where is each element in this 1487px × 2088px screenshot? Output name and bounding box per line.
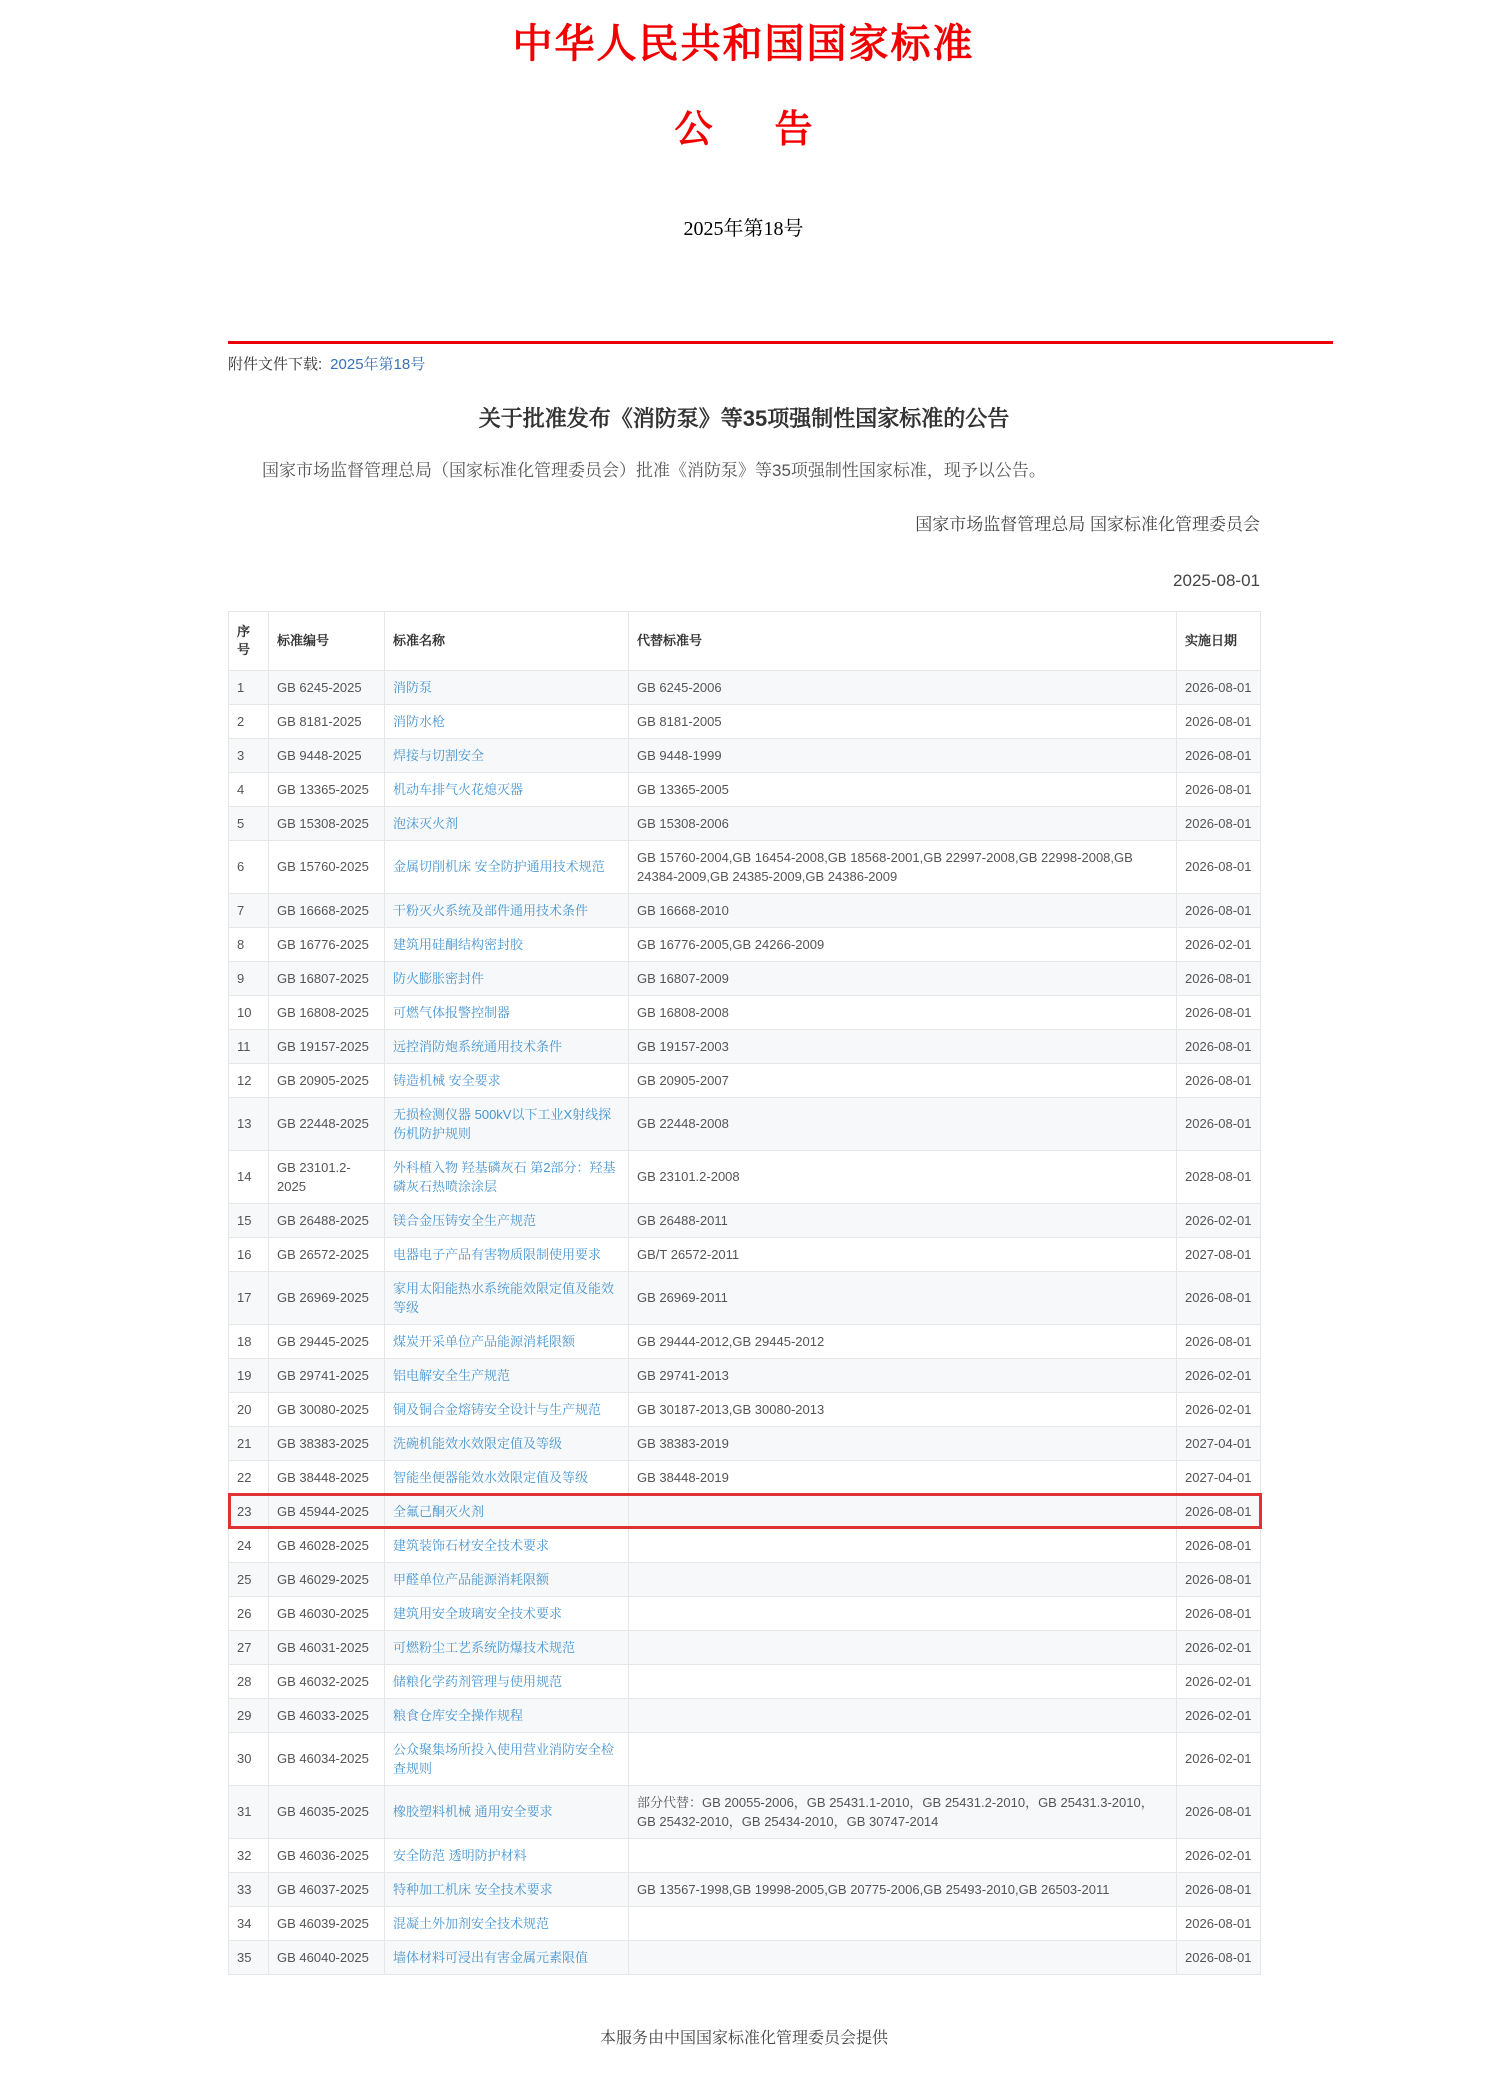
- table-row: [229, 1150, 1261, 1203]
- standard-name-link[interactable]: 混凝土外加剂安全技术规范: [393, 1915, 550, 1931]
- standard-name-cell: [385, 1097, 629, 1150]
- column-header: 标准编号: [269, 611, 385, 670]
- table-row: [229, 1392, 1261, 1426]
- row-index-cell: 13: [229, 1097, 269, 1150]
- implementation-date-cell: 2026-08-01: [1177, 1785, 1261, 1838]
- standard-number-cell: GB 26572-2025: [269, 1237, 385, 1271]
- implementation-date-cell: 2026-02-01: [1177, 1203, 1261, 1237]
- standard-name-link[interactable]: 安全防范 透明防护材料: [393, 1847, 527, 1863]
- table-row: [229, 1872, 1261, 1906]
- row-index-cell: 29: [229, 1698, 269, 1732]
- standard-name-cell: [385, 1392, 629, 1426]
- implementation-date-cell: 2026-08-01: [1177, 1097, 1261, 1150]
- table-row: [229, 1237, 1261, 1271]
- table-row: [229, 1838, 1261, 1872]
- table-row: [229, 738, 1261, 772]
- standard-number-cell: GB 26969-2025: [269, 1271, 385, 1324]
- table-row: [229, 1358, 1261, 1392]
- standard-name-link[interactable]: 外科植入物 羟基磷灰石 第2部分：羟基磷灰石热喷涂涂层: [393, 1159, 616, 1194]
- replaced-standard-cell: GB 20905-2007: [629, 1063, 1177, 1097]
- replaced-standard-cell: GB 15308-2006: [629, 806, 1177, 840]
- replaced-standard-cell: [629, 1940, 1177, 1974]
- standard-name-cell: [385, 1838, 629, 1872]
- replaced-standard-cell: GB 26969-2011: [629, 1271, 1177, 1324]
- standard-number-cell: GB 45944-2025: [269, 1494, 385, 1528]
- replaced-standard-cell: GB 9448-1999: [629, 738, 1177, 772]
- standard-name-cell: [385, 670, 629, 704]
- implementation-date-cell: 2026-08-01: [1177, 1494, 1261, 1528]
- footer-text: 本服务由中国国家标准化管理委员会提供: [599, 2029, 888, 2047]
- standard-name-cell: [385, 1596, 629, 1630]
- implementation-date-cell: 2026-08-01: [1177, 1063, 1261, 1097]
- row-index-cell: 24: [229, 1528, 269, 1562]
- implementation-date-cell: 2026-02-01: [1177, 1664, 1261, 1698]
- standard-name-link[interactable]: 橡胶塑料机械 通用安全要求: [393, 1804, 553, 1820]
- row-index-cell: 7: [229, 893, 269, 927]
- row-index-cell: 16: [229, 1237, 269, 1271]
- page-subtitle: 公 告: [674, 109, 825, 151]
- replaced-standard-cell: GB 16668-2010: [629, 893, 1177, 927]
- replaced-standard-cell: GB 30187-2013,GB 30080-2013: [629, 1392, 1177, 1426]
- standard-number-cell: GB 20905-2025: [269, 1063, 385, 1097]
- standard-number-cell: GB 9448-2025: [269, 738, 385, 772]
- announcement-body: 国家市场监督管理总局（国家标准化管理委员会）批准《消防泵》等35项强制性国家标准，现予以公告。: [262, 460, 1046, 480]
- standard-number-cell: GB 46036-2025: [269, 1838, 385, 1872]
- standard-number-cell: GB 16808-2025: [269, 995, 385, 1029]
- table-row: [229, 1460, 1261, 1494]
- standard-number-cell: GB 38448-2025: [269, 1460, 385, 1494]
- replaced-standard-cell: GB 13567-1998,GB 19998-2005,GB 20775-2006,GB 25493-2010,GB 26503-2011: [629, 1872, 1177, 1906]
- table-row: [229, 704, 1261, 738]
- replaced-standard-cell: GB 23101.2-2008: [629, 1150, 1177, 1203]
- implementation-date-cell: 2026-08-01: [1177, 1324, 1261, 1358]
- standard-name-cell: [385, 1494, 629, 1528]
- table-row: [229, 1732, 1261, 1785]
- replaced-standard-cell: GB 16776-2005,GB 24266-2009: [629, 927, 1177, 961]
- standard-number-cell: GB 15760-2025: [269, 840, 385, 893]
- standard-name-link[interactable]: 无损检测仪器 500kV以下工业X射线探伤机防护规则: [393, 1106, 612, 1141]
- replaced-standard-cell: [629, 1838, 1177, 1872]
- standard-name-cell: [385, 1732, 629, 1785]
- implementation-date-cell: 2026-08-01: [1177, 1271, 1261, 1324]
- implementation-date-cell: 2028-08-01: [1177, 1150, 1261, 1203]
- row-index-cell: 4: [229, 772, 269, 806]
- row-index-cell: 6: [229, 840, 269, 893]
- standard-name-link[interactable]: 可燃粉尘工艺系统防爆技术规范: [393, 1639, 576, 1655]
- replaced-standard-cell: [629, 1906, 1177, 1940]
- standard-number-cell: GB 15308-2025: [269, 806, 385, 840]
- replaced-standard-cell: GB 16808-2008: [629, 995, 1177, 1029]
- standard-name-link[interactable]: 焊接与切割安全: [393, 747, 485, 763]
- implementation-date-cell: 2026-02-01: [1177, 1358, 1261, 1392]
- replaced-standard-cell: [629, 1528, 1177, 1562]
- implementation-date-cell: 2026-02-01: [1177, 1732, 1261, 1785]
- standard-name-link[interactable]: 防火膨胀密封件: [393, 970, 485, 986]
- table-row: [229, 1271, 1261, 1324]
- table-row: [229, 961, 1261, 995]
- announcement-date: 2025-08-01: [1173, 570, 1260, 590]
- standard-name-cell: [385, 1271, 629, 1324]
- standard-name-cell: [385, 1698, 629, 1732]
- standard-number-cell: GB 46034-2025: [269, 1732, 385, 1785]
- replaced-standard-cell: [629, 1664, 1177, 1698]
- standard-name-link[interactable]: 全氟己酮灭火剂: [393, 1503, 485, 1519]
- implementation-date-cell: 2026-08-01: [1177, 806, 1261, 840]
- replaced-standard-cell: GB 38448-2019: [629, 1460, 1177, 1494]
- standard-name-link[interactable]: 建筑装饰石材安全技术要求: [393, 1537, 550, 1553]
- row-index-cell: 19: [229, 1358, 269, 1392]
- standard-number-cell: GB 29445-2025: [269, 1324, 385, 1358]
- implementation-date-cell: 2027-08-01: [1177, 1237, 1261, 1271]
- replaced-standard-cell: [629, 1494, 1177, 1528]
- row-index-cell: 34: [229, 1906, 269, 1940]
- attachment-label: 附件文件下载:: [228, 355, 323, 373]
- implementation-date-cell: 2026-08-01: [1177, 772, 1261, 806]
- implementation-date-cell: 2026-08-01: [1177, 1528, 1261, 1562]
- table-row: [229, 1906, 1261, 1940]
- implementation-date-cell: 2026-08-01: [1177, 704, 1261, 738]
- standard-name-link[interactable]: 甲醛单位产品能源消耗限额: [393, 1571, 550, 1587]
- table-row: [229, 893, 1261, 927]
- row-index-cell: 10: [229, 995, 269, 1029]
- standard-name-link[interactable]: 铝电解安全生产规范: [393, 1367, 511, 1383]
- implementation-date-cell: 2026-08-01: [1177, 893, 1261, 927]
- standard-name-link[interactable]: 消防水枪: [393, 713, 446, 729]
- implementation-date-cell: 2026-02-01: [1177, 1392, 1261, 1426]
- row-index-cell: 27: [229, 1630, 269, 1664]
- row-index-cell: 3: [229, 738, 269, 772]
- table-row: [229, 1097, 1261, 1150]
- standards-table: [228, 611, 1261, 1975]
- row-index-cell: 8: [229, 927, 269, 961]
- standard-number-cell: GB 16776-2025: [269, 927, 385, 961]
- replaced-standard-cell: [629, 1732, 1177, 1785]
- standard-name-link[interactable]: 特种加工机床 安全技术要求: [393, 1881, 553, 1897]
- column-header: 代替标准号: [629, 611, 1177, 670]
- standard-name-cell: [385, 1029, 629, 1063]
- implementation-date-cell: 2026-02-01: [1177, 1698, 1261, 1732]
- standard-name-cell: [385, 927, 629, 961]
- implementation-date-cell: 2026-08-01: [1177, 840, 1261, 893]
- table-row: [229, 1562, 1261, 1596]
- standard-name-link[interactable]: 储粮化学药剂管理与使用规范: [393, 1673, 563, 1689]
- attachment-link[interactable]: 2025年第18号: [330, 355, 426, 373]
- row-index-cell: 17: [229, 1271, 269, 1324]
- standard-number-cell: GB 16807-2025: [269, 961, 385, 995]
- standard-name-cell: [385, 1940, 629, 1974]
- standard-name-cell: [385, 704, 629, 738]
- implementation-date-cell: 2026-08-01: [1177, 961, 1261, 995]
- implementation-date-cell: 2026-02-01: [1177, 1838, 1261, 1872]
- table-row: [229, 1698, 1261, 1732]
- implementation-date-cell: 2026-08-01: [1177, 1029, 1261, 1063]
- standard-name-link[interactable]: 家用太阳能热水系统能效限定值及能效等级: [393, 1280, 615, 1315]
- implementation-date-cell: 2026-08-01: [1177, 670, 1261, 704]
- replaced-standard-cell: [629, 1596, 1177, 1630]
- standard-name-link[interactable]: 可燃气体报警控制器: [393, 1004, 511, 1020]
- table-header-row: [229, 611, 1261, 670]
- standard-name-link[interactable]: 镁合金压铸安全生产规范: [393, 1212, 537, 1228]
- standard-name-cell: [385, 1324, 629, 1358]
- standard-name-cell: [385, 1426, 629, 1460]
- implementation-date-cell: 2026-08-01: [1177, 738, 1261, 772]
- announcement-heading: 关于批准发布《消防泵》等35项强制性国家标准的公告: [478, 405, 1010, 431]
- table-row: [229, 806, 1261, 840]
- announcement-issuer: 国家市场监督管理总局 国家标准化管理委员会: [915, 514, 1260, 534]
- replaced-standard-cell: GB 38383-2019: [629, 1426, 1177, 1460]
- standard-number-cell: GB 46030-2025: [269, 1596, 385, 1630]
- replaced-standard-cell: GB 29741-2013: [629, 1358, 1177, 1392]
- replaced-standard-cell: GB 15760-2004,GB 16454-2008,GB 18568-2001,GB 22997-2008,GB 22998-2008,GB 24384-2009,GB 24385-2009,GB 24386-2009: [629, 840, 1177, 893]
- row-index-cell: 22: [229, 1460, 269, 1494]
- row-index-cell: 35: [229, 1940, 269, 1974]
- standard-number-cell: GB 26488-2025: [269, 1203, 385, 1237]
- standard-name-link[interactable]: 铸造机械 安全要求: [393, 1072, 501, 1088]
- standard-number-cell: GB 46028-2025: [269, 1528, 385, 1562]
- row-index-cell: 25: [229, 1562, 269, 1596]
- standard-name-cell: [385, 1785, 629, 1838]
- table-row: [229, 1664, 1261, 1698]
- standard-name-link[interactable]: 铜及铜合金熔铸安全设计与生产规范: [393, 1401, 602, 1417]
- replaced-standard-cell: GB 29444-2012,GB 29445-2012: [629, 1324, 1177, 1358]
- page-title: 中华人民共和国国家标准: [512, 21, 975, 66]
- standard-name-cell: [385, 1630, 629, 1664]
- replaced-standard-cell: GB 26488-2011: [629, 1203, 1177, 1237]
- row-index-cell: 28: [229, 1664, 269, 1698]
- standard-name-cell: [385, 1872, 629, 1906]
- standard-name-cell: [385, 1063, 629, 1097]
- standard-name-link[interactable]: 智能坐便器能效水效限定值及等级: [393, 1469, 589, 1485]
- table-row: [229, 772, 1261, 806]
- standard-name-cell: [385, 738, 629, 772]
- red-divider-line: [228, 341, 1333, 344]
- column-header: 序号: [229, 611, 269, 670]
- replaced-standard-cell: GB 13365-2005: [629, 772, 1177, 806]
- column-header: 标准名称: [385, 611, 629, 670]
- implementation-date-cell: 2026-08-01: [1177, 1872, 1261, 1906]
- implementation-date-cell: 2026-02-01: [1177, 927, 1261, 961]
- standard-name-link[interactable]: 公众聚集场所投入使用营业消防安全检查规则: [393, 1741, 615, 1776]
- standard-name-link[interactable]: 建筑用安全玻璃安全技术要求: [393, 1605, 563, 1621]
- standard-number-cell: GB 46031-2025: [269, 1630, 385, 1664]
- row-index-cell: 14: [229, 1150, 269, 1203]
- standard-name-link[interactable]: 粮食仓库安全操作规程: [393, 1707, 524, 1723]
- standard-name-cell: [385, 961, 629, 995]
- standard-name-cell: [385, 1150, 629, 1203]
- standard-name-cell: [385, 1562, 629, 1596]
- standard-name-link[interactable]: 干粉灭火系统及部件通用技术条件: [393, 902, 589, 918]
- replaced-standard-cell: GB 8181-2005: [629, 704, 1177, 738]
- standard-name-cell: [385, 1203, 629, 1237]
- standard-name-cell: [385, 1528, 629, 1562]
- standard-name-cell: [385, 840, 629, 893]
- table-row: [229, 1324, 1261, 1358]
- issue-number: 2025年第18号: [683, 217, 804, 240]
- standard-name-link[interactable]: 机动车排气火花熄灭器: [393, 781, 524, 797]
- standard-number-cell: GB 13365-2025: [269, 772, 385, 806]
- replaced-standard-cell: GB/T 26572-2011: [629, 1237, 1177, 1271]
- attachment-download-row: [228, 354, 1260, 376]
- standard-name-link[interactable]: 泡沫灭火剂: [393, 815, 459, 831]
- standard-name-link[interactable]: 洗碗机能效水效限定值及等级: [393, 1435, 563, 1451]
- table-row: [229, 840, 1261, 893]
- replaced-standard-cell: GB 19157-2003: [629, 1029, 1177, 1063]
- implementation-date-cell: 2027-04-01: [1177, 1426, 1261, 1460]
- row-index-cell: 30: [229, 1732, 269, 1785]
- implementation-date-cell: 2026-08-01: [1177, 1596, 1261, 1630]
- row-index-cell: 11: [229, 1029, 269, 1063]
- table-row: [229, 1940, 1261, 1974]
- table-row-highlighted: [229, 1494, 1261, 1528]
- content-area: [228, 341, 1260, 2088]
- implementation-date-cell: 2026-08-01: [1177, 1906, 1261, 1940]
- row-index-cell: 21: [229, 1426, 269, 1460]
- row-index-cell: 9: [229, 961, 269, 995]
- replaced-standard-cell: [629, 1630, 1177, 1664]
- row-index-cell: 26: [229, 1596, 269, 1630]
- column-header: 实施日期: [1177, 611, 1261, 670]
- standard-name-cell: [385, 1664, 629, 1698]
- table-row: [229, 1029, 1261, 1063]
- standard-number-cell: GB 22448-2025: [269, 1097, 385, 1150]
- row-index-cell: 33: [229, 1872, 269, 1906]
- table-row: [229, 1426, 1261, 1460]
- table-row: [229, 927, 1261, 961]
- row-index-cell: 32: [229, 1838, 269, 1872]
- standard-number-cell: GB 30080-2025: [269, 1392, 385, 1426]
- table-row: [229, 1063, 1261, 1097]
- replaced-standard-cell: GB 22448-2008: [629, 1097, 1177, 1150]
- table-row: [229, 1596, 1261, 1630]
- row-index-cell: 5: [229, 806, 269, 840]
- replaced-standard-cell: GB 6245-2006: [629, 670, 1177, 704]
- row-index-cell: 20: [229, 1392, 269, 1426]
- standard-number-cell: GB 38383-2025: [269, 1426, 385, 1460]
- table-row: [229, 1785, 1261, 1838]
- row-index-cell: 2: [229, 704, 269, 738]
- table-row: [229, 1528, 1261, 1562]
- implementation-date-cell: 2026-08-01: [1177, 1940, 1261, 1974]
- standard-name-cell: [385, 806, 629, 840]
- standard-name-cell: [385, 1358, 629, 1392]
- implementation-date-cell: 2026-08-01: [1177, 995, 1261, 1029]
- standard-number-cell: GB 23101.2-2025: [269, 1150, 385, 1203]
- replaced-standard-cell: 部分代替：GB 20055-2006，GB 25431.1-2010，GB 25431.2-2010，GB 25431.3-2010，GB 25432-2010，GB 25434-2010，GB 30747-2014: [629, 1785, 1177, 1838]
- replaced-standard-cell: [629, 1698, 1177, 1732]
- standard-number-cell: GB 46029-2025: [269, 1562, 385, 1596]
- standard-name-link[interactable]: 建筑用硅酮结构密封胶: [393, 936, 524, 952]
- row-index-cell: 12: [229, 1063, 269, 1097]
- implementation-date-cell: 2026-02-01: [1177, 1630, 1261, 1664]
- standard-number-cell: GB 46033-2025: [269, 1698, 385, 1732]
- row-index-cell: 31: [229, 1785, 269, 1838]
- replaced-standard-cell: [629, 1562, 1177, 1596]
- standard-number-cell: GB 46035-2025: [269, 1785, 385, 1838]
- table-row: [229, 1630, 1261, 1664]
- standard-name-link[interactable]: 煤炭开采单位产品能源消耗限额: [393, 1333, 576, 1349]
- row-index-cell: 18: [229, 1324, 269, 1358]
- standard-number-cell: GB 46040-2025: [269, 1940, 385, 1974]
- standard-number-cell: GB 16668-2025: [269, 893, 385, 927]
- standard-number-cell: GB 46032-2025: [269, 1664, 385, 1698]
- standard-name-link[interactable]: 墙体材料可浸出有害金属元素限值: [393, 1949, 589, 1965]
- standard-number-cell: GB 6245-2025: [269, 670, 385, 704]
- table-row: [229, 670, 1261, 704]
- standard-name-link[interactable]: 金属切削机床 安全防护通用技术规范: [393, 859, 605, 875]
- standard-name-cell: [385, 1906, 629, 1940]
- standard-name-cell: [385, 1237, 629, 1271]
- standard-number-cell: GB 8181-2025: [269, 704, 385, 738]
- standard-name-link[interactable]: 远控消防炮系统通用技术条件: [393, 1038, 563, 1054]
- standard-name-cell: [385, 1460, 629, 1494]
- row-index-cell: 1: [229, 670, 269, 704]
- row-index-cell: 23: [229, 1494, 269, 1528]
- standard-number-cell: GB 19157-2025: [269, 1029, 385, 1063]
- table-row: [229, 995, 1261, 1029]
- implementation-date-cell: 2026-08-01: [1177, 1562, 1261, 1596]
- standard-number-cell: GB 29741-2025: [269, 1358, 385, 1392]
- document-header: [0, 0, 1487, 241]
- standard-number-cell: GB 46037-2025: [269, 1872, 385, 1906]
- row-index-cell: 15: [229, 1203, 269, 1237]
- standard-name-link[interactable]: 电器电子产品有害物质限制使用要求: [393, 1246, 602, 1262]
- standard-name-link[interactable]: 消防泵: [393, 679, 433, 695]
- replaced-standard-cell: GB 16807-2009: [629, 961, 1177, 995]
- standard-name-cell: [385, 893, 629, 927]
- table-row: [229, 1203, 1261, 1237]
- standard-name-cell: [385, 772, 629, 806]
- implementation-date-cell: 2027-04-01: [1177, 1460, 1261, 1494]
- standard-number-cell: GB 46039-2025: [269, 1906, 385, 1940]
- standard-name-cell: [385, 995, 629, 1029]
